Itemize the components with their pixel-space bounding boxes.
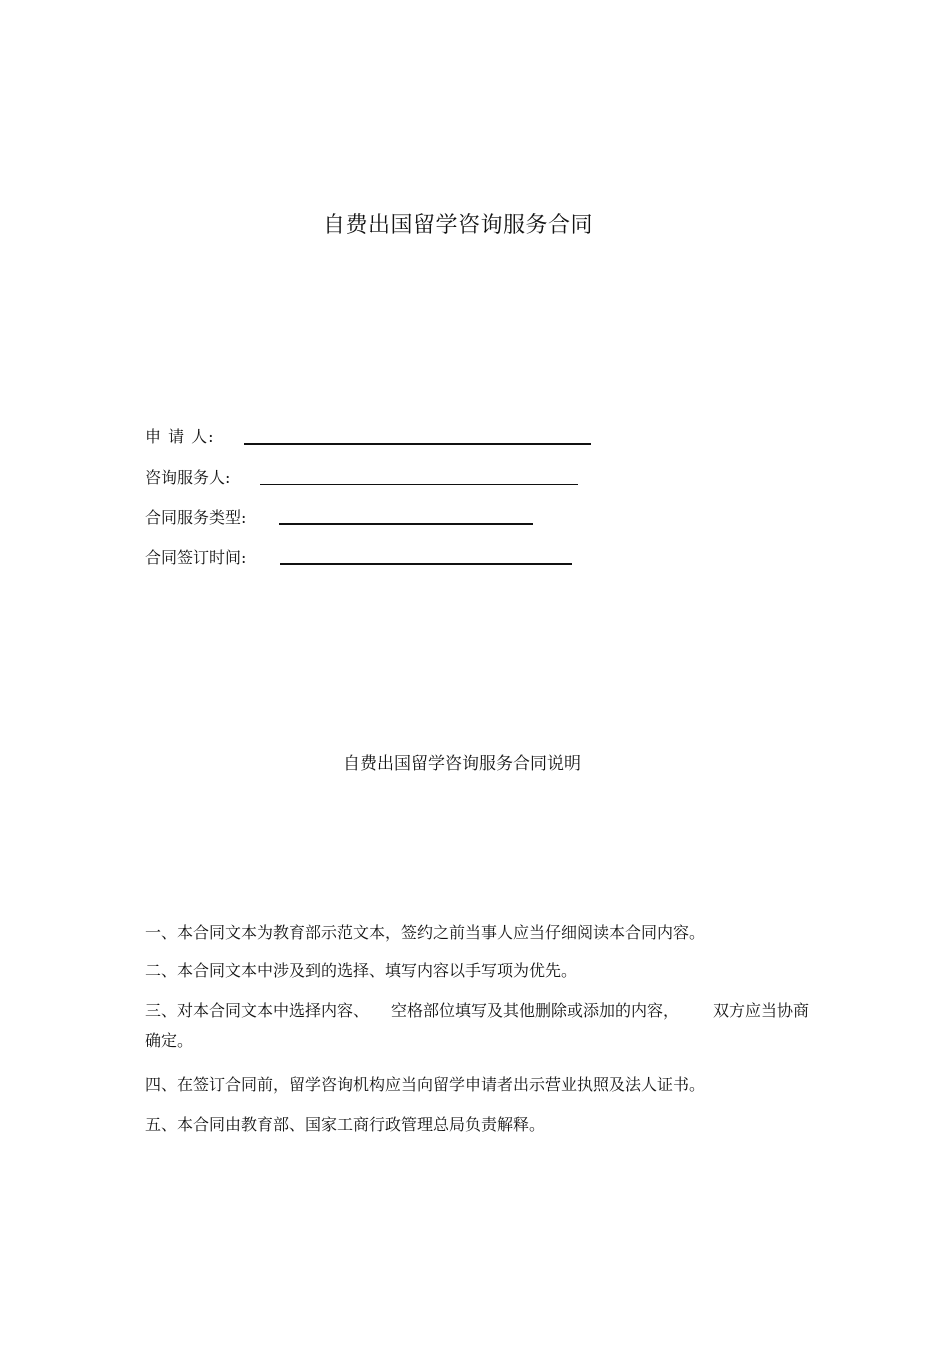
note-item: 二、本合同文本中涉及到的选择、填写内容以手写项为优先。	[145, 961, 578, 980]
note-item-part: 双方应当协商确定。	[145, 1001, 810, 1050]
service-type-label: 合同服务类型:	[145, 508, 247, 527]
note-item	[145, 996, 810, 1056]
note-item: 四、在签订合同前，留学咨询机构应当向留学申请者出示营业执照及法人证书。	[145, 1075, 706, 1094]
note-item: 五、本合同由教育部、国家工商行政管理总局负责解释。	[145, 1115, 546, 1134]
service-type-field[interactable]	[279, 523, 533, 525]
note-item-part: 空格部位填写及其他删除或添加的内容，	[391, 1001, 680, 1020]
applicant-field[interactable]	[244, 443, 591, 445]
signing-date-label: 合同签订时间:	[145, 548, 247, 567]
document-title: 自费出国留学咨询服务合同	[322, 213, 593, 238]
applicant-label: 申 请 人:	[145, 427, 215, 446]
notes-title: 自费出国留学咨询服务合同说明	[343, 754, 581, 774]
consultant-field[interactable]	[260, 484, 578, 485]
consultant-label: 咨询服务人:	[145, 468, 231, 487]
note-item: 一、本合同文本为教育部示范文本，签约之前当事人应当仔细阅读本合同内容。	[145, 923, 706, 942]
signing-date-field[interactable]	[280, 563, 572, 565]
note-item-part: 三、对本合同文本中选择内容、	[145, 1001, 370, 1020]
